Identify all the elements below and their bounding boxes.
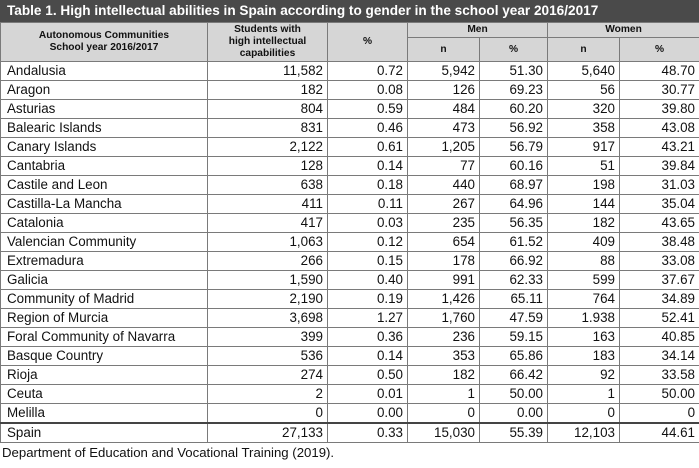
cell-students: 417 (208, 214, 328, 233)
cell-percent: 0.12 (328, 233, 408, 252)
cell-men-n: 5,942 (408, 62, 480, 81)
cell-percent: 0.40 (328, 271, 408, 290)
cell-community: Balearic Islands (1, 119, 208, 138)
table-row (1, 290, 699, 309)
cell-students: 1,590 (208, 271, 328, 290)
header-community-line1: Autonomous Communities (38, 30, 170, 41)
cell-men-pct: 55.39 (480, 423, 548, 443)
cell-community: Canary Islands (1, 138, 208, 157)
cell-men-n: 991 (408, 271, 480, 290)
cell-women-pct: 37.67 (620, 271, 699, 290)
cell-women-pct: 43.65 (620, 214, 699, 233)
header-women-n: n (548, 38, 620, 62)
cell-women-n: 56 (548, 81, 620, 100)
cell-percent: 0.14 (328, 347, 408, 366)
cell-men-pct: 66.92 (480, 252, 548, 271)
cell-women-pct: 43.08 (620, 119, 699, 138)
table-row (1, 119, 699, 138)
cell-women-pct: 50.00 (620, 385, 699, 404)
cell-women-pct: 39.84 (620, 157, 699, 176)
cell-students: 128 (208, 157, 328, 176)
cell-women-n: 88 (548, 252, 620, 271)
cell-men-pct: 56.35 (480, 214, 548, 233)
cell-women-n: 1.938 (548, 309, 620, 328)
cell-men-n: 654 (408, 233, 480, 252)
cell-women-pct: 39.80 (620, 100, 699, 119)
cell-men-n: 235 (408, 214, 480, 233)
table-row (1, 195, 699, 214)
cell-community: Cantabria (1, 157, 208, 176)
cell-women-n: 409 (548, 233, 620, 252)
table-row (1, 347, 699, 366)
cell-women-n: 51 (548, 157, 620, 176)
table-body (1, 62, 699, 443)
cell-women-n: 163 (548, 328, 620, 347)
cell-men-n: 236 (408, 328, 480, 347)
cell-percent: 0.03 (328, 214, 408, 233)
cell-men-pct: 0.00 (480, 404, 548, 424)
table-row (1, 138, 699, 157)
cell-community: Galicia (1, 271, 208, 290)
table-title: Table 1. High intellectual abilities in Spain according to gender in the school year 2016/2017 (0, 0, 699, 22)
cell-men-pct: 69.23 (480, 81, 548, 100)
cell-women-pct: 31.03 (620, 176, 699, 195)
cell-students: 266 (208, 252, 328, 271)
table-row (1, 157, 699, 176)
cell-women-pct: 34.14 (620, 347, 699, 366)
cell-men-pct: 64.96 (480, 195, 548, 214)
cell-women-n: 358 (548, 119, 620, 138)
header-men: Men (408, 23, 548, 38)
cell-students: 182 (208, 81, 328, 100)
cell-men-pct: 65.86 (480, 347, 548, 366)
cell-community: Basque Country (1, 347, 208, 366)
cell-women-n: 144 (548, 195, 620, 214)
header-women-pct: % (620, 38, 699, 62)
cell-women-n: 182 (548, 214, 620, 233)
cell-men-pct: 60.16 (480, 157, 548, 176)
cell-community: Spain (1, 423, 208, 443)
table-row (1, 309, 699, 328)
cell-percent: 0.01 (328, 385, 408, 404)
cell-men-n: 178 (408, 252, 480, 271)
cell-community: Castilla-La Mancha (1, 195, 208, 214)
cell-men-n: 473 (408, 119, 480, 138)
cell-students: 3,698 (208, 309, 328, 328)
cell-percent: 0.72 (328, 62, 408, 81)
table-footnote: Department of Education and Vocational Training (2019). (2, 445, 335, 460)
cell-students: 411 (208, 195, 328, 214)
cell-women-n: 320 (548, 100, 620, 119)
cell-women-pct: 40.85 (620, 328, 699, 347)
table-row (1, 328, 699, 347)
table-header (1, 23, 699, 62)
cell-men-n: 1,205 (408, 138, 480, 157)
cell-women-n: 1 (548, 385, 620, 404)
table-row (1, 100, 699, 119)
cell-percent: 0.59 (328, 100, 408, 119)
cell-men-pct: 56.92 (480, 119, 548, 138)
cell-men-pct: 56.79 (480, 138, 548, 157)
cell-women-pct: 43.21 (620, 138, 699, 157)
header-community-line2: School year 2016/2017 (49, 42, 159, 53)
cell-women-pct: 33.08 (620, 252, 699, 271)
cell-men-n: 77 (408, 157, 480, 176)
cell-men-pct: 50.00 (480, 385, 548, 404)
cell-men-n: 126 (408, 81, 480, 100)
header-students-line3: capabilities (239, 48, 296, 59)
cell-men-pct: 60.20 (480, 100, 548, 119)
cell-men-pct: 62.33 (480, 271, 548, 290)
cell-men-n: 1 (408, 385, 480, 404)
cell-women-pct: 30.77 (620, 81, 699, 100)
cell-students: 804 (208, 100, 328, 119)
table-row (1, 176, 699, 195)
cell-students: 831 (208, 119, 328, 138)
cell-community: Region of Murcia (1, 309, 208, 328)
cell-men-n: 0 (408, 404, 480, 424)
header-women: Women (548, 23, 699, 38)
cell-community: Asturias (1, 100, 208, 119)
cell-community: Melilla (1, 404, 208, 424)
cell-women-pct: 33.58 (620, 366, 699, 385)
cell-percent: 0.11 (328, 195, 408, 214)
table-row (1, 385, 699, 404)
cell-percent: 0.15 (328, 252, 408, 271)
cell-percent: 0.61 (328, 138, 408, 157)
header-percent: % (328, 23, 408, 62)
cell-women-n: 764 (548, 290, 620, 309)
header-men-pct: % (480, 38, 548, 62)
cell-community: Rioja (1, 366, 208, 385)
cell-women-pct: 52.41 (620, 309, 699, 328)
cell-percent: 0.14 (328, 157, 408, 176)
cell-community: Andalusia (1, 62, 208, 81)
cell-men-pct: 51.30 (480, 62, 548, 81)
table-row (1, 233, 699, 252)
cell-percent: 0.00 (328, 404, 408, 424)
cell-students: 399 (208, 328, 328, 347)
cell-community: Aragon (1, 81, 208, 100)
cell-men-n: 1,760 (408, 309, 480, 328)
cell-women-pct: 34.89 (620, 290, 699, 309)
header-students-line2: high intellectual (228, 36, 307, 47)
cell-percent: 0.50 (328, 366, 408, 385)
header-students-line1: Students with (234, 24, 301, 35)
cell-men-n: 440 (408, 176, 480, 195)
cell-percent: 0.33 (328, 423, 408, 443)
cell-men-n: 1,426 (408, 290, 480, 309)
header-community (1, 23, 208, 62)
table-row (1, 271, 699, 290)
cell-women-n: 198 (548, 176, 620, 195)
cell-students: 27,133 (208, 423, 328, 443)
cell-men-pct: 61.52 (480, 233, 548, 252)
cell-men-n: 182 (408, 366, 480, 385)
cell-men-n: 15,030 (408, 423, 480, 443)
cell-community: Extremadura (1, 252, 208, 271)
cell-students: 11,582 (208, 62, 328, 81)
cell-women-n: 183 (548, 347, 620, 366)
cell-percent: 0.46 (328, 119, 408, 138)
data-table (0, 22, 699, 443)
cell-students: 274 (208, 366, 328, 385)
cell-percent: 1.27 (328, 309, 408, 328)
cell-women-pct: 38.48 (620, 233, 699, 252)
cell-students: 1,063 (208, 233, 328, 252)
cell-women-pct: 0 (620, 404, 699, 424)
cell-men-pct: 47.59 (480, 309, 548, 328)
cell-women-n: 5,640 (548, 62, 620, 81)
cell-men-pct: 65.11 (480, 290, 548, 309)
cell-men-pct: 59.15 (480, 328, 548, 347)
cell-women-n: 917 (548, 138, 620, 157)
cell-students: 638 (208, 176, 328, 195)
cell-percent: 0.08 (328, 81, 408, 100)
cell-men-n: 353 (408, 347, 480, 366)
table-row (1, 366, 699, 385)
cell-percent: 0.18 (328, 176, 408, 195)
table-row (1, 81, 699, 100)
cell-students: 2,122 (208, 138, 328, 157)
cell-men-pct: 68.97 (480, 176, 548, 195)
cell-community: Valencian Community (1, 233, 208, 252)
cell-women-n: 12,103 (548, 423, 620, 443)
cell-women-n: 92 (548, 366, 620, 385)
cell-percent: 0.19 (328, 290, 408, 309)
cell-community: Catalonia (1, 214, 208, 233)
cell-students: 2,190 (208, 290, 328, 309)
cell-women-n: 0 (548, 404, 620, 424)
cell-students: 536 (208, 347, 328, 366)
table-row (1, 423, 699, 443)
cell-percent: 0.36 (328, 328, 408, 347)
header-students (208, 23, 328, 62)
table-row (1, 62, 699, 81)
table-row (1, 252, 699, 271)
cell-community: Castile and Leon (1, 176, 208, 195)
cell-community: Community of Madrid (1, 290, 208, 309)
cell-community: Ceuta (1, 385, 208, 404)
cell-community: Foral Community of Navarra (1, 328, 208, 347)
cell-women-pct: 48.70 (620, 62, 699, 81)
cell-men-pct: 66.42 (480, 366, 548, 385)
cell-men-n: 267 (408, 195, 480, 214)
cell-women-n: 599 (548, 271, 620, 290)
table-row (1, 214, 699, 233)
header-men-n: n (408, 38, 480, 62)
table-row (1, 404, 699, 424)
cell-men-n: 484 (408, 100, 480, 119)
cell-women-pct: 35.04 (620, 195, 699, 214)
cell-women-pct: 44.61 (620, 423, 699, 443)
cell-students: 0 (208, 404, 328, 424)
cell-students: 2 (208, 385, 328, 404)
